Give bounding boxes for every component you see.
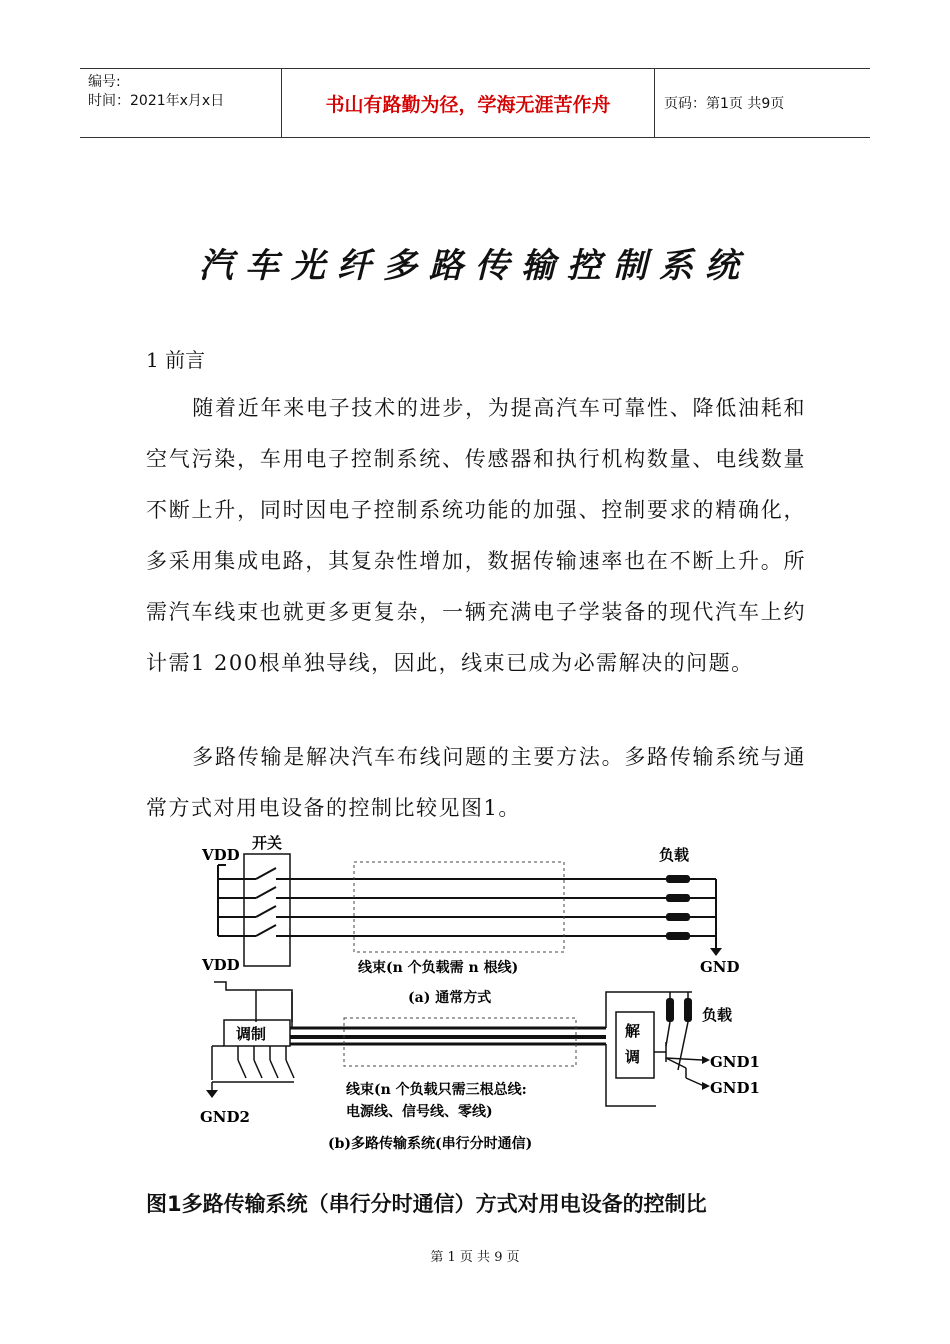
switches-b — [212, 1046, 294, 1082]
paragraph-1-text: 随着近年来电子技术的进步，为提高汽车可靠性、降低油耗和空气污染，车用电子控制系统、传感器和执行机构数量、电线数量不断上升，同时因电子控制系统功能的加强、控制要求的精确化，多采用集成电路，其复杂性增加，数据传输速率也在不断上升。所需汽车线束也就更多更复杂，一辆充满电子学装备的现代汽车上约计需1 200根单独导线，因此，线束已成为必需解决的问题。 — [146, 396, 806, 675]
fig-gnd-a: GND — [700, 958, 740, 976]
fig-switch-label: 开关 — [252, 834, 283, 852]
section-heading: 1 前言 — [146, 348, 206, 372]
harness-box-a — [354, 862, 564, 952]
paragraph-2-text: 多路传输是解决汽车布线问题的主要方法。多路传输系统与通常方式对用电设备的控制比较见图1。 — [146, 745, 806, 820]
paragraph-2 — [146, 732, 806, 834]
fig-harness-b-1: 线束(n 个负载只需三根总线: — [346, 1082, 527, 1098]
fig-vdd-b: VDD — [202, 956, 240, 974]
harness-box-b — [344, 1018, 576, 1066]
paragraph-1 — [146, 383, 806, 689]
fig-gnd2: GND2 — [200, 1108, 250, 1126]
header-number-label: 编号: — [88, 74, 121, 90]
transistors — [654, 1022, 704, 1086]
document-title: 汽车光纤多路传输控制系统 — [199, 246, 751, 286]
header-page-code: 页码：第1页 共9页 — [664, 96, 785, 112]
header-meta-cell — [80, 69, 282, 137]
fig-demod-2: 调 — [625, 1048, 641, 1066]
header-motto: 书山有路勤为径，学海无涯苦作舟 — [282, 69, 655, 137]
header-time-label: 时间：2021年x月x日 — [88, 93, 225, 109]
fig-modulate: 调制 — [236, 1025, 267, 1043]
fig-sub-b: (b)多路传输系统(串行分时通信) — [328, 1136, 533, 1152]
load-resistors-b — [666, 998, 692, 1022]
fig-load-a: 负载 — [659, 846, 690, 864]
fig-load-b: 负载 — [702, 1006, 733, 1024]
load-resistors-a — [666, 875, 690, 940]
fig-vdd-a: VDD — [202, 846, 240, 864]
fig-gnd1-b: GND1 — [710, 1079, 760, 1097]
header-table — [80, 68, 870, 138]
fig-demod-1: 解 — [625, 1022, 641, 1040]
page-footer: 第 1 页 共 9 页 — [430, 1250, 520, 1265]
fig-gnd1-a: GND1 — [710, 1053, 760, 1071]
fig-sub-a: (a) 通常方式 — [408, 990, 492, 1006]
fig-harness-a: 线束(n 个负载需 n 根线) — [358, 960, 519, 976]
figure-caption: 图1多路传输系统（串行分时通信）方式对用电设备的控制比 — [146, 1192, 707, 1216]
switch-lines — [218, 868, 716, 936]
fig-harness-b-2: 电源线、信号线、零线) — [346, 1104, 493, 1120]
figure-1-diagram — [196, 832, 796, 1162]
